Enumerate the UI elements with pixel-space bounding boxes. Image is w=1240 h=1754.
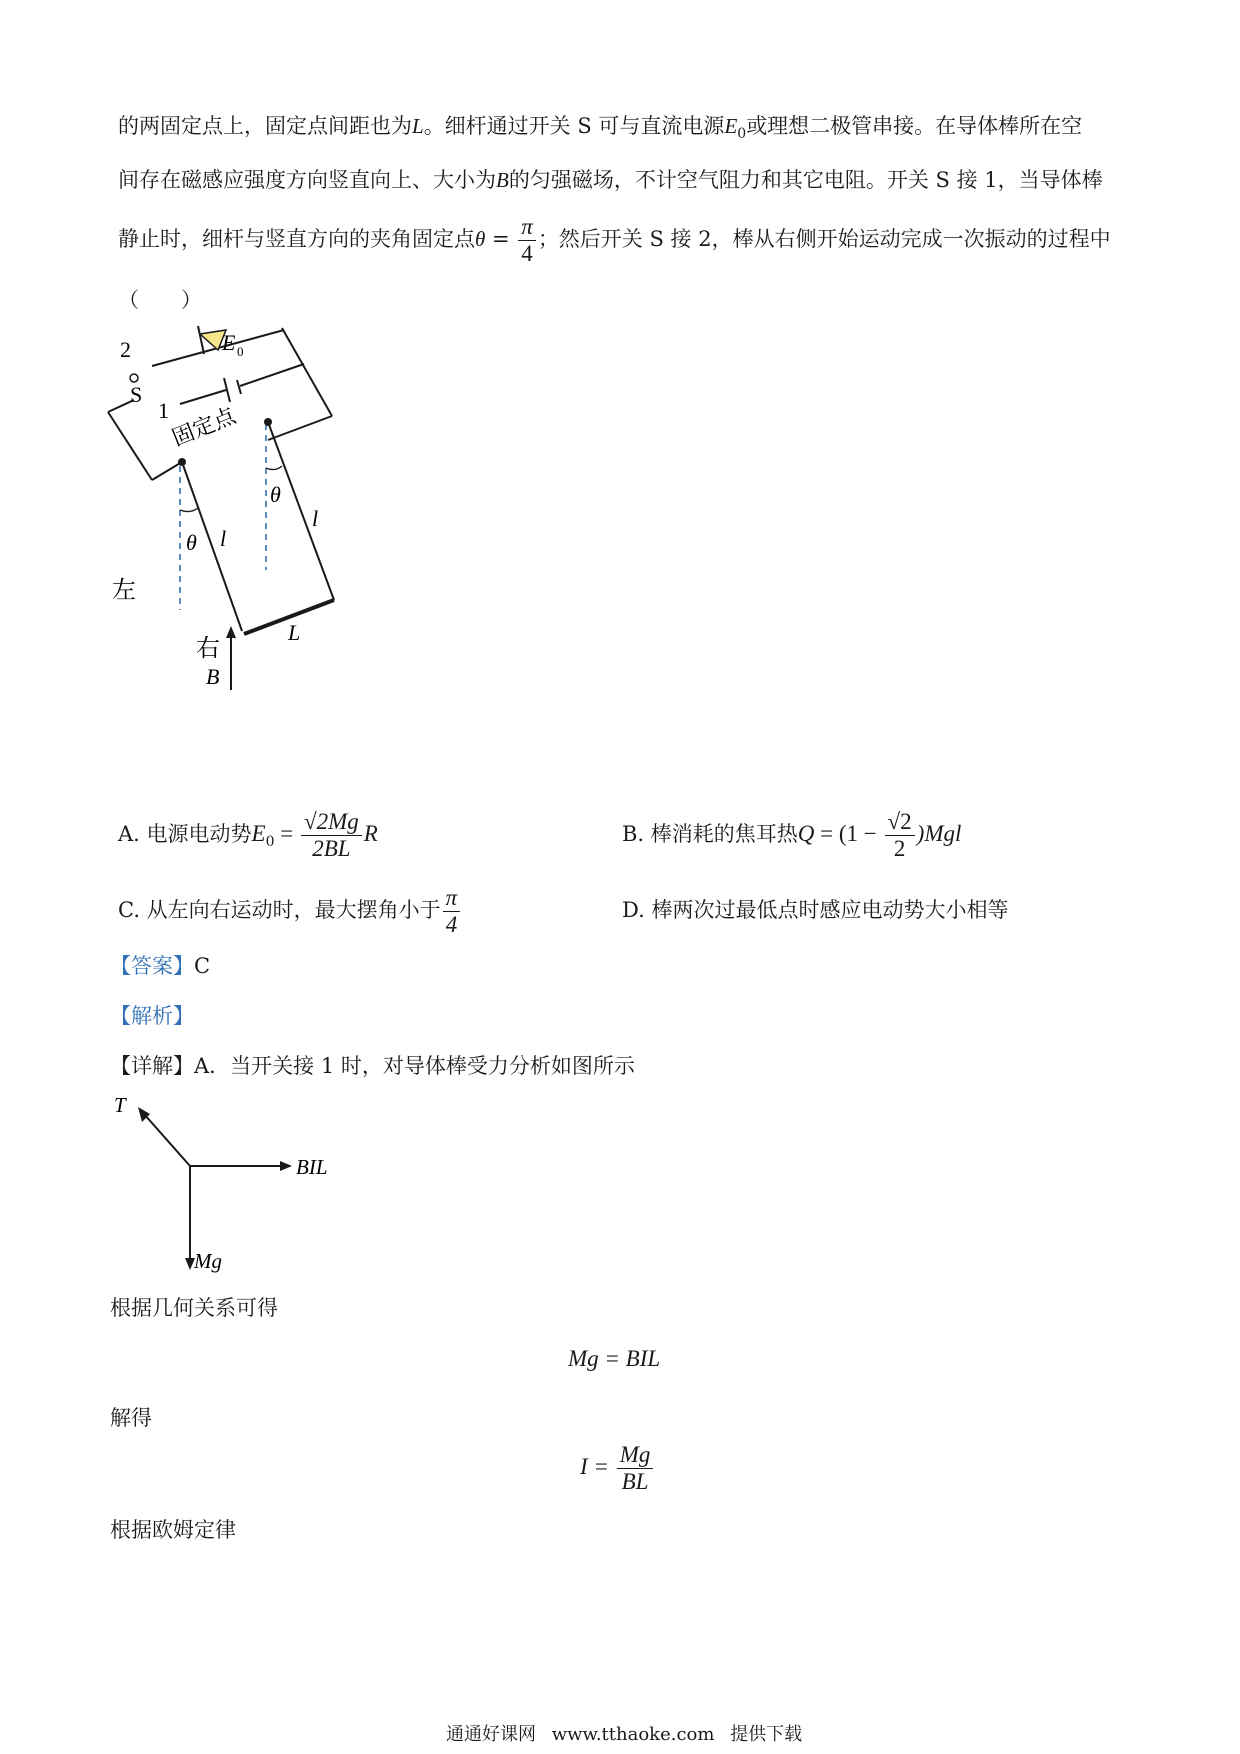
answer-line (110, 952, 210, 980)
answer-value: C (194, 954, 211, 978)
numerator: π (518, 214, 536, 241)
label-left: 左 (112, 576, 136, 604)
denominator: 2 (893, 836, 906, 861)
problem-line-1 (118, 112, 1082, 148)
label-theta-left: θ (186, 530, 197, 555)
step-geometry: 根据几何关系可得 (110, 1296, 278, 1320)
problem-line-2 (118, 166, 1103, 194)
label-L: L (288, 620, 301, 645)
lhs: I = (580, 1454, 615, 1479)
label-l-right: l (312, 506, 319, 531)
b-arrowhead-icon (226, 626, 236, 638)
option-B (622, 804, 961, 864)
equation-2 (580, 1440, 655, 1495)
label-theta-right: θ (270, 482, 281, 507)
var-theta: θ (475, 227, 486, 251)
fraction-pi-over-4 (443, 885, 461, 938)
detail-tag: 【详解】 (110, 1054, 194, 1078)
denominator: 4 (521, 241, 533, 266)
fraction (617, 1442, 654, 1495)
fraction (885, 809, 915, 862)
analysis-tag: 【解析】 (110, 1004, 194, 1028)
label-1: 1 (158, 398, 169, 423)
battery-icon (224, 378, 241, 402)
equals-sign: = (274, 821, 299, 846)
fixed-point-right (264, 418, 272, 426)
fixed-point-left (178, 458, 186, 466)
equals-sign: = (1 − (814, 821, 883, 846)
subscript: 0 (265, 834, 275, 850)
numerator: √2Mg (301, 809, 362, 836)
answer-tag: 【答案】 (110, 954, 194, 978)
problem-line-3 (118, 212, 1111, 267)
var-L: L (412, 114, 424, 138)
angle-arc-left (180, 508, 198, 512)
label-Mg: Mg (194, 1249, 222, 1273)
var-Q: Q (797, 821, 815, 846)
fraction-pi-over-4 (518, 214, 536, 267)
label-E0: E (222, 330, 236, 355)
text-span: 的两固定点上，固定点间距也为 (118, 114, 412, 138)
text-span: ；然后开关 S 接 2，棒从右侧开始运动完成一次振动的过程中 (537, 227, 1111, 251)
frame-wire (268, 416, 332, 440)
answer-parentheses: （ ） (118, 288, 202, 312)
var-R: R (363, 821, 378, 846)
equation-1: Mg = BIL (568, 1346, 661, 1371)
denominator: 4 (445, 912, 458, 937)
fraction (301, 809, 362, 862)
var-E: E (251, 821, 266, 846)
right-rod (268, 422, 334, 600)
tension-vector (144, 1114, 190, 1166)
option-label: C. 从左向右运动时，最大摆角小于 (118, 898, 441, 922)
detail-line (110, 1052, 635, 1080)
option-label: B. 棒消耗的焦耳热 (622, 822, 798, 846)
denominator: BL (621, 1469, 649, 1495)
option-D: D. 棒两次过最低点时感应电动势大小相等 (622, 898, 1009, 922)
force-diagram (104, 1090, 364, 1290)
tail: )Mgl (916, 821, 962, 846)
right-frame-wire (282, 328, 332, 416)
label-E0-sub: 0 (237, 344, 244, 359)
text-span: 间存在磁感应强度方向竖直向上、大小为 (118, 168, 496, 192)
arrowhead-icon (280, 1161, 292, 1171)
numerator: π (443, 885, 461, 912)
numerator: √2 (885, 809, 915, 836)
angle-arc-right (266, 466, 282, 470)
frame-wire (108, 412, 152, 480)
footer-tail: 提供下载 (730, 1724, 803, 1745)
footer-url[interactable]: www.tthaoke.com (551, 1724, 715, 1745)
text-span: 。细杆通过开关 S 可与直流电源 (423, 114, 725, 138)
detail-text: A．当开关接 1 时，对导体棒受力分析如图所示 (194, 1054, 635, 1078)
text-span: 静止时，细杆与竖直方向的夹角固定点 (118, 227, 475, 251)
numerator: Mg (617, 1442, 654, 1469)
step-solve: 解得 (110, 1406, 152, 1430)
text-span: 或理想二极管串接。在导体棒所在空 (746, 114, 1083, 138)
label-BIL: BIL (296, 1155, 328, 1179)
subscript: 0 (737, 126, 747, 142)
battery-wire (240, 364, 304, 386)
frame-wire (152, 462, 182, 480)
text-span: 的匀强磁场，不计空气阻力和其它电阻。开关 S 接 1，当导体棒 (508, 168, 1103, 192)
switch-terminal (130, 374, 138, 382)
label-right: 右 (196, 634, 220, 662)
switch-wire (180, 390, 226, 404)
label-fixed-point: 固定点 (168, 403, 240, 452)
label-T: T (114, 1093, 126, 1117)
label-S: S (130, 382, 143, 407)
var-E: E (724, 114, 738, 138)
option-C (118, 880, 462, 940)
footer (446, 1720, 802, 1746)
label-l-left: l (220, 526, 227, 551)
label-B: B (206, 664, 220, 689)
option-A (118, 804, 378, 872)
step-ohm: 根据欧姆定律 (110, 1518, 236, 1542)
equals-sign: = (485, 227, 517, 251)
footer-site: 通通好课网 (446, 1724, 536, 1745)
option-label: A. 电源电动势 (118, 822, 252, 846)
var-B: B (496, 168, 509, 192)
denominator: 2BL (312, 836, 351, 861)
circuit-figure (100, 320, 400, 770)
label-2: 2 (120, 337, 131, 362)
